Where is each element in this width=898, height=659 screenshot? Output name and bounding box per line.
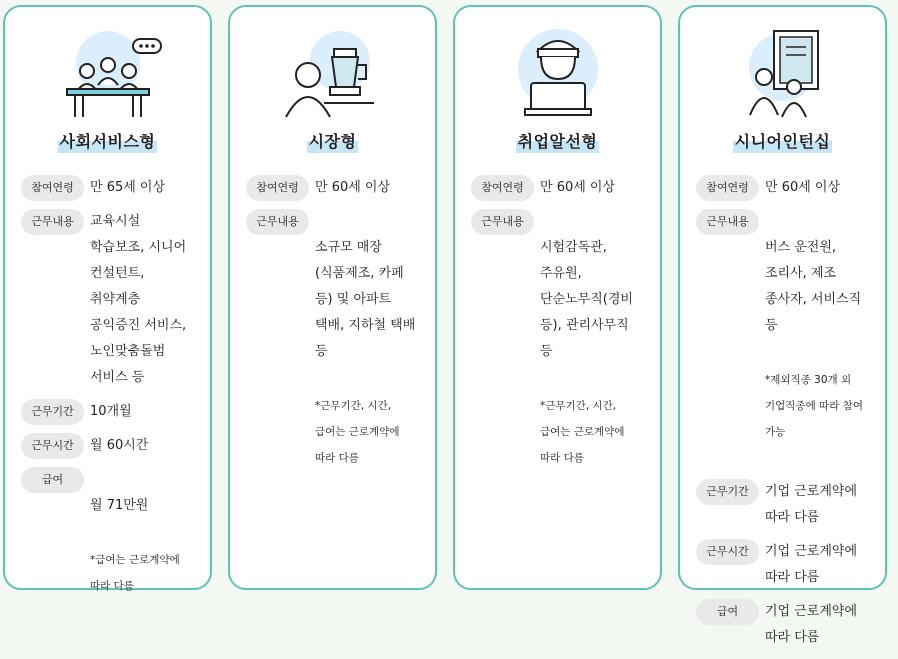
info-value-group	[765, 209, 863, 471]
info-value: 기업 근로계약에 따라 다름	[765, 484, 858, 525]
info-row-period	[696, 479, 877, 531]
label-badge: 급여	[21, 467, 84, 493]
program-card-senior-internship	[678, 5, 887, 645]
label-badge: 근무내용	[246, 209, 309, 235]
people-book-icon	[680, 21, 885, 121]
info-note: *급여는 근로계약에 따라 다름	[90, 554, 180, 592]
label-badge: 근무내용	[21, 209, 84, 235]
info-value-group	[315, 209, 415, 497]
info-row-duties	[21, 209, 202, 391]
card-title: 사회서비스형	[59, 132, 156, 151]
label-badge: 급여	[696, 599, 759, 625]
label-badge: 근무내용	[696, 209, 759, 235]
worker-laptop-icon	[455, 21, 660, 121]
info-note: *제외직종 30개 외 기업직종에 따라 참여 가능	[765, 374, 863, 438]
info-row-age	[471, 175, 652, 201]
info-value: 만 60세 이상	[540, 180, 616, 195]
label-badge: 근무시간	[21, 433, 84, 459]
info-value: 소규모 매장 (식품제조, 카페 등) 및 아파트 택배, 지하철 택배 등	[315, 240, 416, 359]
info-value: 교육시설 학습보조, 시니어 컨설턴트, 취약계층 공익증진 서비스, 노인맞춤돌범 서비스 등	[90, 214, 187, 385]
label-badge: 근무기간	[21, 399, 84, 425]
info-row-age	[696, 175, 877, 201]
info-value: 시험감독관, 주유원, 단순노무직(경비 등), 관리사무직 등	[540, 240, 633, 359]
info-value: 월 60시간	[90, 438, 149, 453]
info-value-group	[90, 467, 180, 625]
coffee-machine-person-icon	[230, 21, 435, 121]
info-row-hours	[696, 539, 877, 591]
card-title: 시장형	[308, 132, 357, 151]
info-row-duties	[696, 209, 877, 471]
label-badge: 근무내용	[471, 209, 534, 235]
label-badge: 참여연령	[696, 175, 759, 201]
card-title: 시니어인턴십	[734, 132, 831, 151]
info-row-age	[246, 175, 427, 201]
info-note: *근무기간, 시간, 급여는 근로계약에 따라 다름	[540, 400, 625, 464]
label-badge: 근무시간	[696, 539, 759, 565]
program-card-social-service	[3, 5, 212, 590]
info-value: 만 60세 이상	[765, 180, 841, 195]
info-row-pay	[696, 599, 877, 651]
info-row-hours	[21, 433, 202, 459]
info-row-age	[21, 175, 202, 201]
label-badge: 참여연령	[471, 175, 534, 201]
info-value: 만 60세 이상	[315, 180, 391, 195]
info-note: *근무기간, 시간, 급여는 근로계약에 따라 다름	[315, 400, 400, 464]
info-value: 만 65세 이상	[90, 180, 166, 195]
info-row-duties	[471, 209, 652, 497]
program-card-job-placement	[453, 5, 662, 590]
card-title: 취업알선형	[517, 132, 598, 151]
info-value: 기업 근로계약에 따라 다름	[765, 544, 858, 585]
program-card-market	[228, 5, 437, 590]
info-value: 월 71만원	[90, 498, 149, 513]
meeting-people-icon	[5, 21, 210, 121]
info-row-pay	[21, 467, 202, 625]
info-row-period	[21, 399, 202, 425]
label-badge: 참여연령	[21, 175, 84, 201]
info-value: 기업 근로계약에 따라 다름	[765, 604, 858, 645]
info-value: 버스 운전원, 조리사, 제조 종사자, 서비스직 등	[765, 240, 862, 333]
label-badge: 근무기간	[696, 479, 759, 505]
info-value: 10개월	[90, 404, 132, 419]
info-row-duties	[246, 209, 427, 497]
label-badge: 참여연령	[246, 175, 309, 201]
info-value-group	[540, 209, 633, 497]
